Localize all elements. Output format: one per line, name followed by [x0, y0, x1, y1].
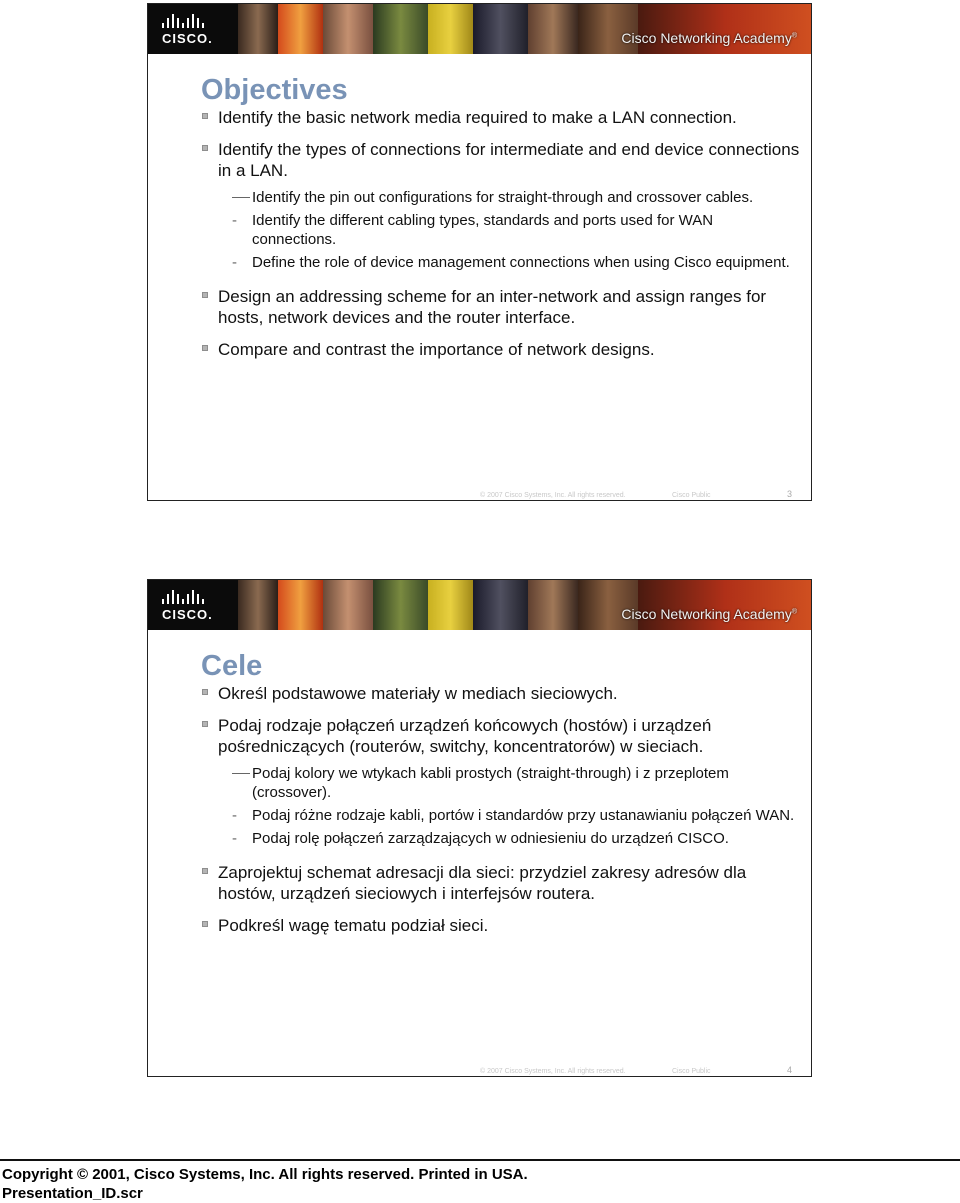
sub-item: - Define the role of device management connections when using Cisco equipment. — [232, 254, 790, 271]
banner-photo — [638, 4, 811, 54]
cisco-logo-text: CISCO. — [162, 607, 213, 622]
sub-item: Podaj kolory we wtykach kabli prostych (straight-through) i z przeplotem (crossover). — [201, 764, 801, 802]
banner-photo — [578, 580, 638, 630]
sub-item: - Identify the different cabling types, standards and ports used for WAN connections. — [232, 212, 714, 248]
bullet-item: Określ podstawowe materiały w mediach sieciowych. — [201, 683, 801, 704]
banner-photo — [373, 580, 428, 630]
page-footer-presentation-id: Presentation_ID.scr — [2, 1185, 143, 1202]
slide-footer-copyright: © 2007 Cisco Systems, Inc. All rights reserved. — [480, 492, 626, 499]
slide-objectives — [147, 3, 812, 501]
sub-item: - Podaj rolę połączeń zarządzających w odniesieniu do urządzeń CISCO. — [232, 830, 729, 847]
page-divider — [0, 1159, 960, 1161]
square-bullet-icon — [202, 689, 208, 695]
bullet-item: Compare and contrast the importance of network designs. — [201, 339, 801, 360]
cisco-logo — [162, 590, 222, 622]
banner-photo — [278, 4, 323, 54]
dash-marker: - — [232, 830, 237, 847]
bullet-item: Identify the types of connections for intermediate and end device connections in a LAN. — [201, 139, 801, 181]
sub-item: Identify the pin out configurations for straight-through and crossover cables. — [201, 188, 801, 207]
banner-photo — [278, 580, 323, 630]
square-bullet-icon — [202, 145, 208, 151]
academy-title: Cisco Networking Academy® — [621, 606, 797, 622]
page-footer-copyright: Copyright © 2001, Cisco Systems, Inc. All rights reserved. Printed in USA. — [2, 1166, 528, 1183]
slide-title: Objectives — [201, 74, 348, 106]
banner-photo — [528, 580, 578, 630]
square-bullet-icon — [202, 292, 208, 298]
square-bullet-icon — [202, 868, 208, 874]
slide-banner — [148, 580, 811, 630]
slide-content — [201, 683, 801, 947]
square-bullet-icon — [202, 345, 208, 351]
banner-photo — [238, 4, 278, 54]
banner-photo — [323, 4, 373, 54]
slide-content — [201, 107, 801, 371]
banner-photo — [238, 580, 278, 630]
banner-photo — [428, 580, 473, 630]
sub-item: - Podaj różne rodzaje kabli, portów i standardów przy ustanawianiu połączeń WAN. — [232, 807, 795, 824]
slide-footer-classification: Cisco Public — [672, 1068, 711, 1075]
dash-marker: - — [232, 212, 237, 229]
banner-photo — [428, 4, 473, 54]
banner-photo — [473, 4, 528, 54]
academy-title: Cisco Networking Academy® — [621, 30, 797, 46]
page-footer — [2, 1165, 528, 1203]
cisco-logo-text: CISCO. — [162, 31, 213, 46]
slide-footer-classification: Cisco Public — [672, 492, 711, 499]
bullet-item: Podaj rodzaje połączeń urządzeń końcowych (hostów) i urządzeń pośredniczących (routerów, switchy, koncentratorów) w sieciach. — [201, 715, 801, 757]
slide-title: Cele — [201, 650, 263, 682]
slide-page-number: 3 — [787, 489, 793, 499]
slide-page-number: 4 — [787, 1065, 793, 1075]
bullet-item: Design an addressing scheme for an inter-network and assign ranges for hosts, network devices and the router interface. — [201, 286, 801, 328]
bullet-item: Identify the basic network media required to make a LAN connection. — [201, 107, 801, 128]
dash-marker: - — [232, 807, 237, 824]
dash-icon — [232, 197, 250, 198]
square-bullet-icon — [202, 721, 208, 727]
dash-icon — [232, 773, 250, 774]
banner-photo — [373, 4, 428, 54]
bullet-item: Podkreśl wagę tematu podział sieci. — [201, 915, 801, 936]
banner-photo — [578, 4, 638, 54]
slide-banner — [148, 4, 811, 54]
dash-marker: - — [232, 254, 237, 271]
banner-photo — [323, 580, 373, 630]
banner-photo — [528, 4, 578, 54]
banner-photo — [473, 580, 528, 630]
square-bullet-icon — [202, 113, 208, 119]
slide-footer-copyright: © 2007 Cisco Systems, Inc. All rights reserved. — [480, 1068, 626, 1075]
slide-cele — [147, 579, 812, 1077]
bullet-item: Zaprojektuj schemat adresacji dla sieci: przydziel zakresy adresów dla hostów, urządzeń sieciowych i interfejsów routera. — [201, 862, 801, 904]
square-bullet-icon — [202, 921, 208, 927]
cisco-logo — [162, 14, 222, 46]
banner-photo — [638, 580, 811, 630]
